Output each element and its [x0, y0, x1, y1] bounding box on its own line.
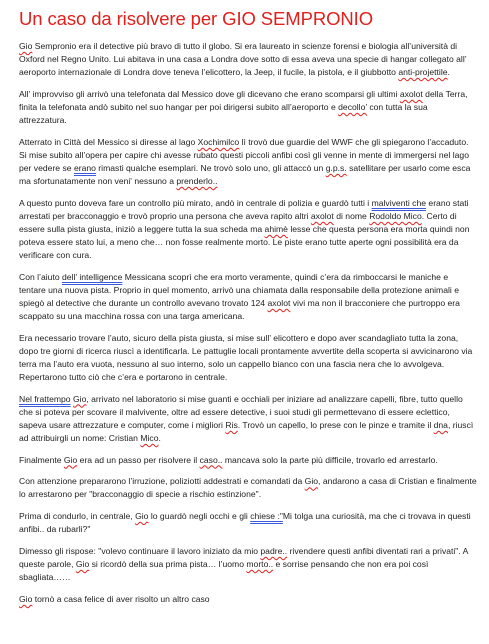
paragraph: [19, 88, 477, 127]
paragraph: [19, 332, 477, 384]
paragraph: [19, 271, 477, 323]
text-run: . Trovò un capello, lo prese con le pinze e tramite il: [237, 419, 434, 430]
paragraph: [19, 510, 477, 536]
grammar-flagged-text: dell’ intelligence: [62, 271, 123, 282]
text-run: A questo punto doveva fare un controllo più mirato, andò in centrale di polizia e guardò tutti i: [19, 197, 372, 208]
spelling-flagged-word: prenderlo..: [176, 176, 218, 187]
text-run: Era necessario trovare l’auto, sicuro della pista giusta, si mise sull’ elicottero e dopo aver scandagliato tutta la zona, dopo tre giorni di ricerca riuscì a identificarla. Le pattuglie locali prontamente avvertite della scoperta si avvicinarono via terra ma l’auto era vuota, nessuno al suo interno, solo un cappello bianco con una fascia nera che lo avvolgeva. Repertarono tutto ciò che c’era e portarono in centrale.: [19, 332, 473, 383]
text-run: lì trovò due guardie del WWF che gli spiegarono l’accaduto. Si mise subito all’opera per capire chi avesse rubato questi piccoli anfibi così gli venne in mente di immergersi nel lago per vedere se: [19, 136, 469, 173]
spelling-flagged-word: axolot: [267, 297, 291, 308]
text-run: lo guardò negli occhi e gli: [148, 511, 251, 522]
document-body: [19, 40, 477, 606]
spelling-flagged-word: Gio: [63, 454, 78, 465]
spelling-flagged-word: Gio: [19, 593, 33, 604]
grammar-flagged-text: malviventi che: [371, 197, 427, 208]
grammar-flagged-text: Nel frattempo: [19, 393, 71, 404]
text-run: .: [158, 433, 161, 443]
spelling-flagged-word: decollo’: [338, 101, 367, 112]
text-run: era ad un passo per risolvere il: [77, 454, 200, 465]
text-run: .: [447, 67, 450, 78]
spelling-flagged-word: dna: [433, 419, 448, 430]
text-run: della Terra, finita la telefonata andò subito nel suo hangar per poi dirigersi subito all’aeroporto e: [19, 88, 468, 112]
text-run: Dimesso gli rispose: "volevo continuare il lavoro iniziato da mio: [19, 545, 261, 556]
spelling-flagged-word: Ris: [225, 419, 238, 430]
text-run: Finalmente: [19, 454, 64, 465]
paragraph: [19, 545, 477, 584]
text-run: satellitare per usarlo come esca ma sfortunatamente non veni' nessuno a: [19, 162, 471, 187]
paragraph: [19, 40, 477, 79]
text-run: lesse che questa persona era morta quindi non poteva essere stato lui, a meno che… non fosse realmente morto. Le piste erano tutte aperte ogni possibilità era da verificare con cura.: [19, 223, 470, 261]
text-run: e sorrise pensando che non era poi così sbagliata……: [19, 559, 429, 583]
paragraph: [19, 136, 477, 188]
text-run: con tutta la sua attrezzatura.: [19, 101, 428, 126]
spelling-flagged-word: Gio: [19, 41, 33, 51]
text-run: , riuscì ad attribuirgli un nome: Cristian: [19, 419, 474, 443]
text-run: rivendere questi anfibi diventati rari a privati". A queste parole,: [19, 545, 468, 570]
spelling-flagged-word: anti-projettile: [398, 67, 448, 78]
grammar-flagged-text: chiese :": [250, 511, 283, 522]
text-run: Prima di condurlo, in centrale,: [19, 511, 136, 522]
spelling-flagged-word: axolot: [310, 210, 334, 221]
spelling-flagged-word: Gio: [75, 559, 90, 570]
text-run: Con l’aiuto: [19, 271, 62, 282]
text-run: , andarono a casa di Cristian e finalmente lo arrestarono per "bracconaggio di specie a rischio estinzione".: [19, 476, 477, 500]
spelling-flagged-word: padre..: [260, 545, 288, 556]
paragraph: [19, 475, 477, 501]
text-run: Mi tolga una curiosità, ma che ci trovava in questi anfibi.. da rubarli?": [19, 511, 471, 535]
text-run: di nome: [333, 210, 370, 221]
spelling-flagged-word: caso..: [199, 454, 223, 465]
paragraph: [19, 593, 477, 606]
spelling-flagged-word: g.p.s.: [325, 162, 347, 173]
text-run: rimasti qualche esemplari. Ne trovò solo uno, gli attaccò un: [95, 162, 326, 173]
spelling-flagged-word: axolot: [399, 88, 423, 99]
text-run: . Certo di essere sulla pista giusta, iniziò a leggere tutta la sua scheda ma: [19, 210, 457, 234]
spelling-flagged-word: morto..: [246, 559, 274, 570]
text-run: mancava solo la parte più difficile, trovarlo ed arrestarlo.: [222, 454, 438, 465]
spelling-flagged-word: Mico: [140, 433, 159, 443]
spelling-flagged-word: Gio: [304, 476, 319, 487]
grammar-flagged-text: erano: [73, 162, 96, 173]
spelling-flagged-word: ahimè: [264, 223, 288, 234]
text-run: Atterrato in Città del Messico si diresse al lago: [19, 136, 198, 147]
paragraph: [19, 197, 477, 262]
document-title: Un caso da risolvere per GIO SEMPRONIO: [19, 8, 373, 29]
text-run: Sempronio era il detective più bravo di tutto il globo. Si era laureato in scienze forensi e biologia all’università di Oxford nel Regno Unito. Lui abitava in una casa a Londra dove sotto di essa aveva una specie di hangar collegato all’ aeroporto internazionale di Londra dove teneva l’elicottero, la Jeep, il fucile, la pistola, e il giubbotto: [19, 41, 467, 78]
spelling-flagged-word: Gio: [72, 393, 87, 404]
paragraph: [19, 393, 477, 445]
paragraph: [19, 454, 477, 467]
text-run: Messicana scoprì che era morto veramente, quindi c’era da rimboccarsi le maniche e tentare una nuova pista. Proprio in quel momento, arrivò una chiamata dalla responsabile della protezione animali e spiegò al detective che durante un controllo avevano trovato 124: [19, 271, 459, 308]
text-run: Con attenzione prepararono l’irruzione, poliziotti addestrati e comandati da: [19, 476, 305, 487]
spelling-flagged-word: Rodoldo Mico: [369, 210, 422, 221]
text-run: si ricordò della sua prima pista… l’uomo: [89, 559, 247, 570]
text-run: All’ improvviso gli arrivò una telefonata dal Messico dove gli dicevano che erano scomparsi gli ultimi: [19, 88, 400, 99]
text-run: tornò a casa felice di aver risolto un altro caso: [32, 593, 210, 604]
text-run: vivi ma non il bracconiere che purtroppo era scappato su una macchina rossa con una targa americana.: [19, 297, 460, 322]
text-run: erano stati arrestati per bracconaggio e trovò proprio una persona che aveva rapito altri: [19, 197, 469, 221]
spelling-flagged-word: Xochimilco: [197, 136, 240, 147]
text-run: , arrivato nel laboratorio si mise guanti e occhiali per iniziare ad analizzare capelli, fibre, tutto quello che si poteva per scovare il malvivente, oltre ad essere detective, i suoi studi gli permettevano di essere eclettico, sapeva usare attrezzature e computer, come i migliori: [19, 393, 463, 430]
spelling-flagged-word: Gio: [135, 511, 149, 522]
